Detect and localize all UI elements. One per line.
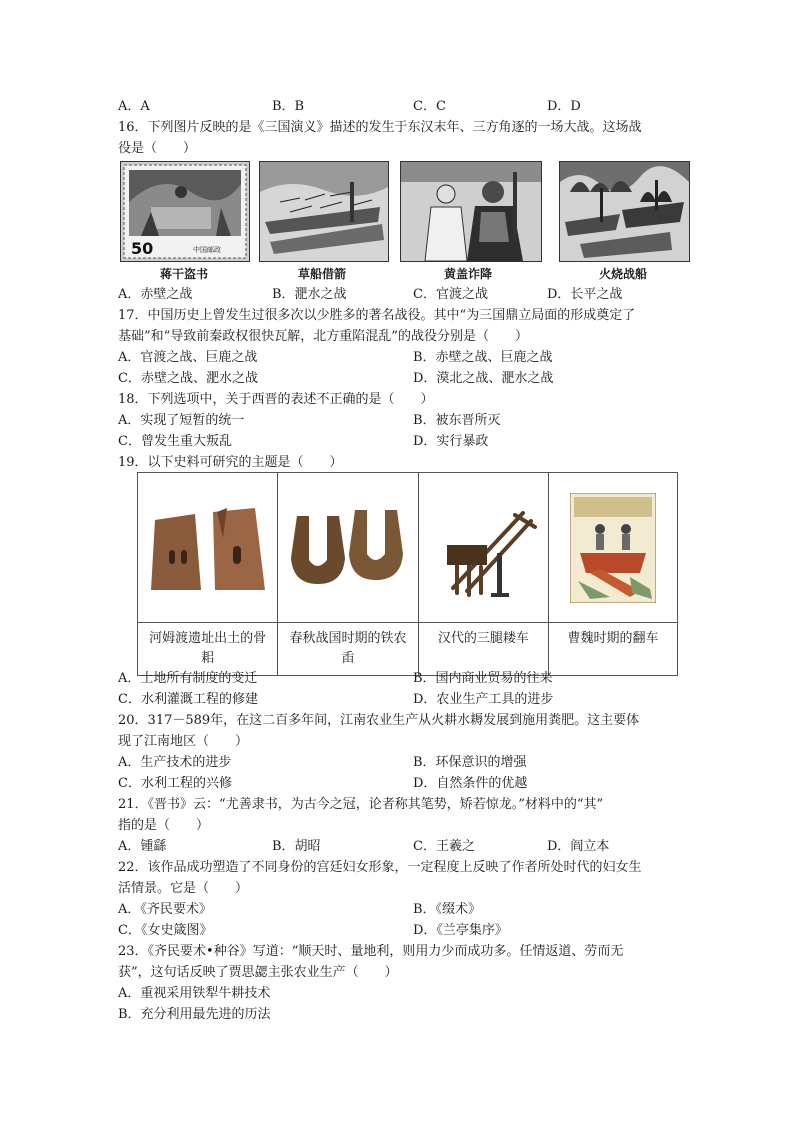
q22-stem-line2: 活情景。它是（ ） bbox=[118, 881, 249, 896]
burning-ships-illustration bbox=[560, 162, 689, 261]
q20-option-d[interactable]: D．自然条件的优越 bbox=[413, 776, 528, 791]
q16-caption-1: 蒋干盗书 bbox=[159, 267, 208, 281]
q17-option-d[interactable]: D．漠北之战、淝水之战 bbox=[413, 371, 554, 386]
q15-option-d[interactable]: D．D bbox=[547, 99, 581, 114]
stamp-illustration bbox=[121, 162, 249, 261]
q20-stem-line1: 20．317－589年，在这二百多年间，江南农业生产从火耕水耨发展到施用粪肥。这主要体 bbox=[118, 713, 640, 728]
q19-stem: 19．以下史料可研究的主题是（ ） bbox=[118, 455, 343, 470]
q15-option-b[interactable]: B．B bbox=[272, 99, 305, 114]
q19-caption-1 bbox=[138, 623, 278, 676]
q19-image-water-wheel bbox=[548, 473, 677, 623]
q16-image-burning-ships bbox=[559, 161, 690, 262]
q19-option-d[interactable]: D．农业生产工具的进步 bbox=[413, 692, 554, 707]
q21-stem-line1: 21．《晋书》云：“尤善隶书，为古今之冠，论者称其笔势，矫若惊龙。”材料中的“其” bbox=[118, 797, 604, 812]
q19-caption-3-line1: 汉代的三腿耧车 bbox=[437, 631, 529, 646]
q18-option-b[interactable]: B．被东晋所灭 bbox=[413, 413, 501, 428]
stamp-value: 50 bbox=[131, 239, 154, 258]
q19-image-iron-spade bbox=[278, 473, 418, 623]
q16-image-jiangan-stamp bbox=[120, 161, 250, 262]
figures-illustration bbox=[401, 162, 541, 261]
q18-stem: 18．下列选项中，关于西晋的表述不正确的是（ ） bbox=[118, 392, 434, 407]
q19-caption-2-line1: 春秋战国时期的铁农 bbox=[289, 631, 407, 646]
q16-stem-line1: 16．下列图片反映的是《三国演义》描述的发生于东汉末年、三方角逐的一场大战。这场战 bbox=[118, 120, 642, 135]
q20-option-a[interactable]: A．生产技术的进步 bbox=[118, 755, 232, 770]
q23-stem-line2: 获”，这句话反映了贾思勰主张农业生产（ ） bbox=[118, 965, 398, 980]
q17-option-a[interactable]: A．官渡之战、巨鹿之战 bbox=[118, 350, 258, 365]
q20-stem-line2: 现了江南地区（ ） bbox=[118, 734, 249, 749]
q17-option-c[interactable]: C．赤壁之战、淝水之战 bbox=[118, 371, 258, 386]
q22-option-c[interactable]: C．《女史箴图》 bbox=[118, 923, 213, 938]
q23-option-a[interactable]: A．重视采用铁犁牛耕技术 bbox=[118, 986, 271, 1001]
q23-stem-line1: 23．《齐民要术•种谷》写道：“顺天时、量地利，则用力少而成功多。任情返道、劳而无 bbox=[118, 944, 624, 959]
q16-option-c[interactable]: C．官渡之战 bbox=[413, 287, 488, 302]
q19-caption-2-line2: 臿 bbox=[341, 651, 355, 666]
boats-arrows-illustration bbox=[260, 162, 388, 261]
q19-caption-3 bbox=[418, 623, 548, 676]
iron-spade-illustration bbox=[283, 498, 413, 598]
q16-image-borrowing-arrows bbox=[259, 161, 389, 262]
q20-option-b[interactable]: B．环保意识的增强 bbox=[413, 755, 527, 770]
q16-option-d[interactable]: D．长平之战 bbox=[547, 287, 623, 302]
q19-caption-1-line1: 河姆渡遗址出土的骨 bbox=[149, 631, 267, 646]
q16-option-a[interactable]: A．赤壁之战 bbox=[118, 287, 193, 302]
q19-option-a[interactable]: A．土地所有制度的变迁 bbox=[118, 671, 258, 686]
q16-caption-3: 黄盖诈降 bbox=[443, 267, 492, 281]
q19-artifact-table bbox=[137, 472, 678, 676]
q19-option-b[interactable]: B．国内商业贸易的往来 bbox=[413, 671, 553, 686]
q21-option-c[interactable]: C．王羲之 bbox=[413, 839, 475, 854]
q16-caption-4: 火烧战船 bbox=[598, 267, 647, 281]
q16-stem-line2: 役是（ ） bbox=[118, 141, 197, 156]
q17-stem-line2: 基础”和“导致前秦政权很快瓦解，北方重陷混乱”的战役分别是（ ） bbox=[118, 329, 528, 344]
q19-caption-1-line2: 耜 bbox=[201, 651, 215, 666]
q22-stem-line1: 22．该作品成功塑造了不同身份的宫廷妇女形象，一定程度上反映了作者所处时代的妇女生 bbox=[118, 860, 642, 875]
q19-caption-4-line1: 曹魏时期的翻车 bbox=[567, 631, 659, 646]
q21-option-d[interactable]: D．阎立本 bbox=[547, 839, 610, 854]
water-wheel-illustration bbox=[570, 493, 656, 603]
q17-stem-line1: 17．中国历史上曾发生过很多次以少胜多的著名战役。其中“为三国鼎立局面的形成奠定了 bbox=[118, 308, 636, 323]
q19-image-seed-drill bbox=[418, 473, 548, 623]
q18-option-d[interactable]: D．实行暴政 bbox=[413, 434, 489, 449]
q15-option-c[interactable]: C．C bbox=[413, 99, 446, 114]
q15-option-a[interactable]: A．A bbox=[118, 99, 150, 114]
q22-option-a[interactable]: A．《齐民要术》 bbox=[118, 902, 212, 917]
q21-option-a[interactable]: A．锺繇 bbox=[118, 839, 167, 854]
q19-image-bone-spade bbox=[138, 473, 278, 623]
q18-option-c[interactable]: C．曾发生重大叛乱 bbox=[118, 434, 232, 449]
q19-caption-2 bbox=[278, 623, 418, 676]
q18-option-a[interactable]: A．实现了短暂的统一 bbox=[118, 413, 245, 428]
q21-option-b[interactable]: B．胡昭 bbox=[272, 839, 321, 854]
stamp-country: 中国邮政 bbox=[193, 246, 221, 254]
q22-option-b[interactable]: B．《缀术》 bbox=[413, 902, 482, 917]
q17-option-b[interactable]: B．赤壁之战、巨鹿之战 bbox=[413, 350, 553, 365]
q16-option-b[interactable]: B．淝水之战 bbox=[272, 287, 347, 302]
q22-option-d[interactable]: D．《兰亭集序》 bbox=[413, 923, 508, 938]
q16-image-huanggai-surrender bbox=[400, 161, 542, 262]
q19-option-c[interactable]: C．水利灌溉工程的修建 bbox=[118, 692, 258, 707]
q23-option-b[interactable]: B．充分利用最先进的历法 bbox=[118, 1007, 271, 1022]
q20-option-c[interactable]: C．水利工程的兴修 bbox=[118, 776, 232, 791]
q21-stem-line2: 指的是（ ） bbox=[118, 818, 210, 833]
seed-drill-illustration bbox=[423, 493, 543, 603]
q19-caption-4 bbox=[548, 623, 677, 676]
bone-spade-illustration bbox=[143, 498, 273, 598]
q16-caption-2: 草船借箭 bbox=[297, 267, 346, 281]
